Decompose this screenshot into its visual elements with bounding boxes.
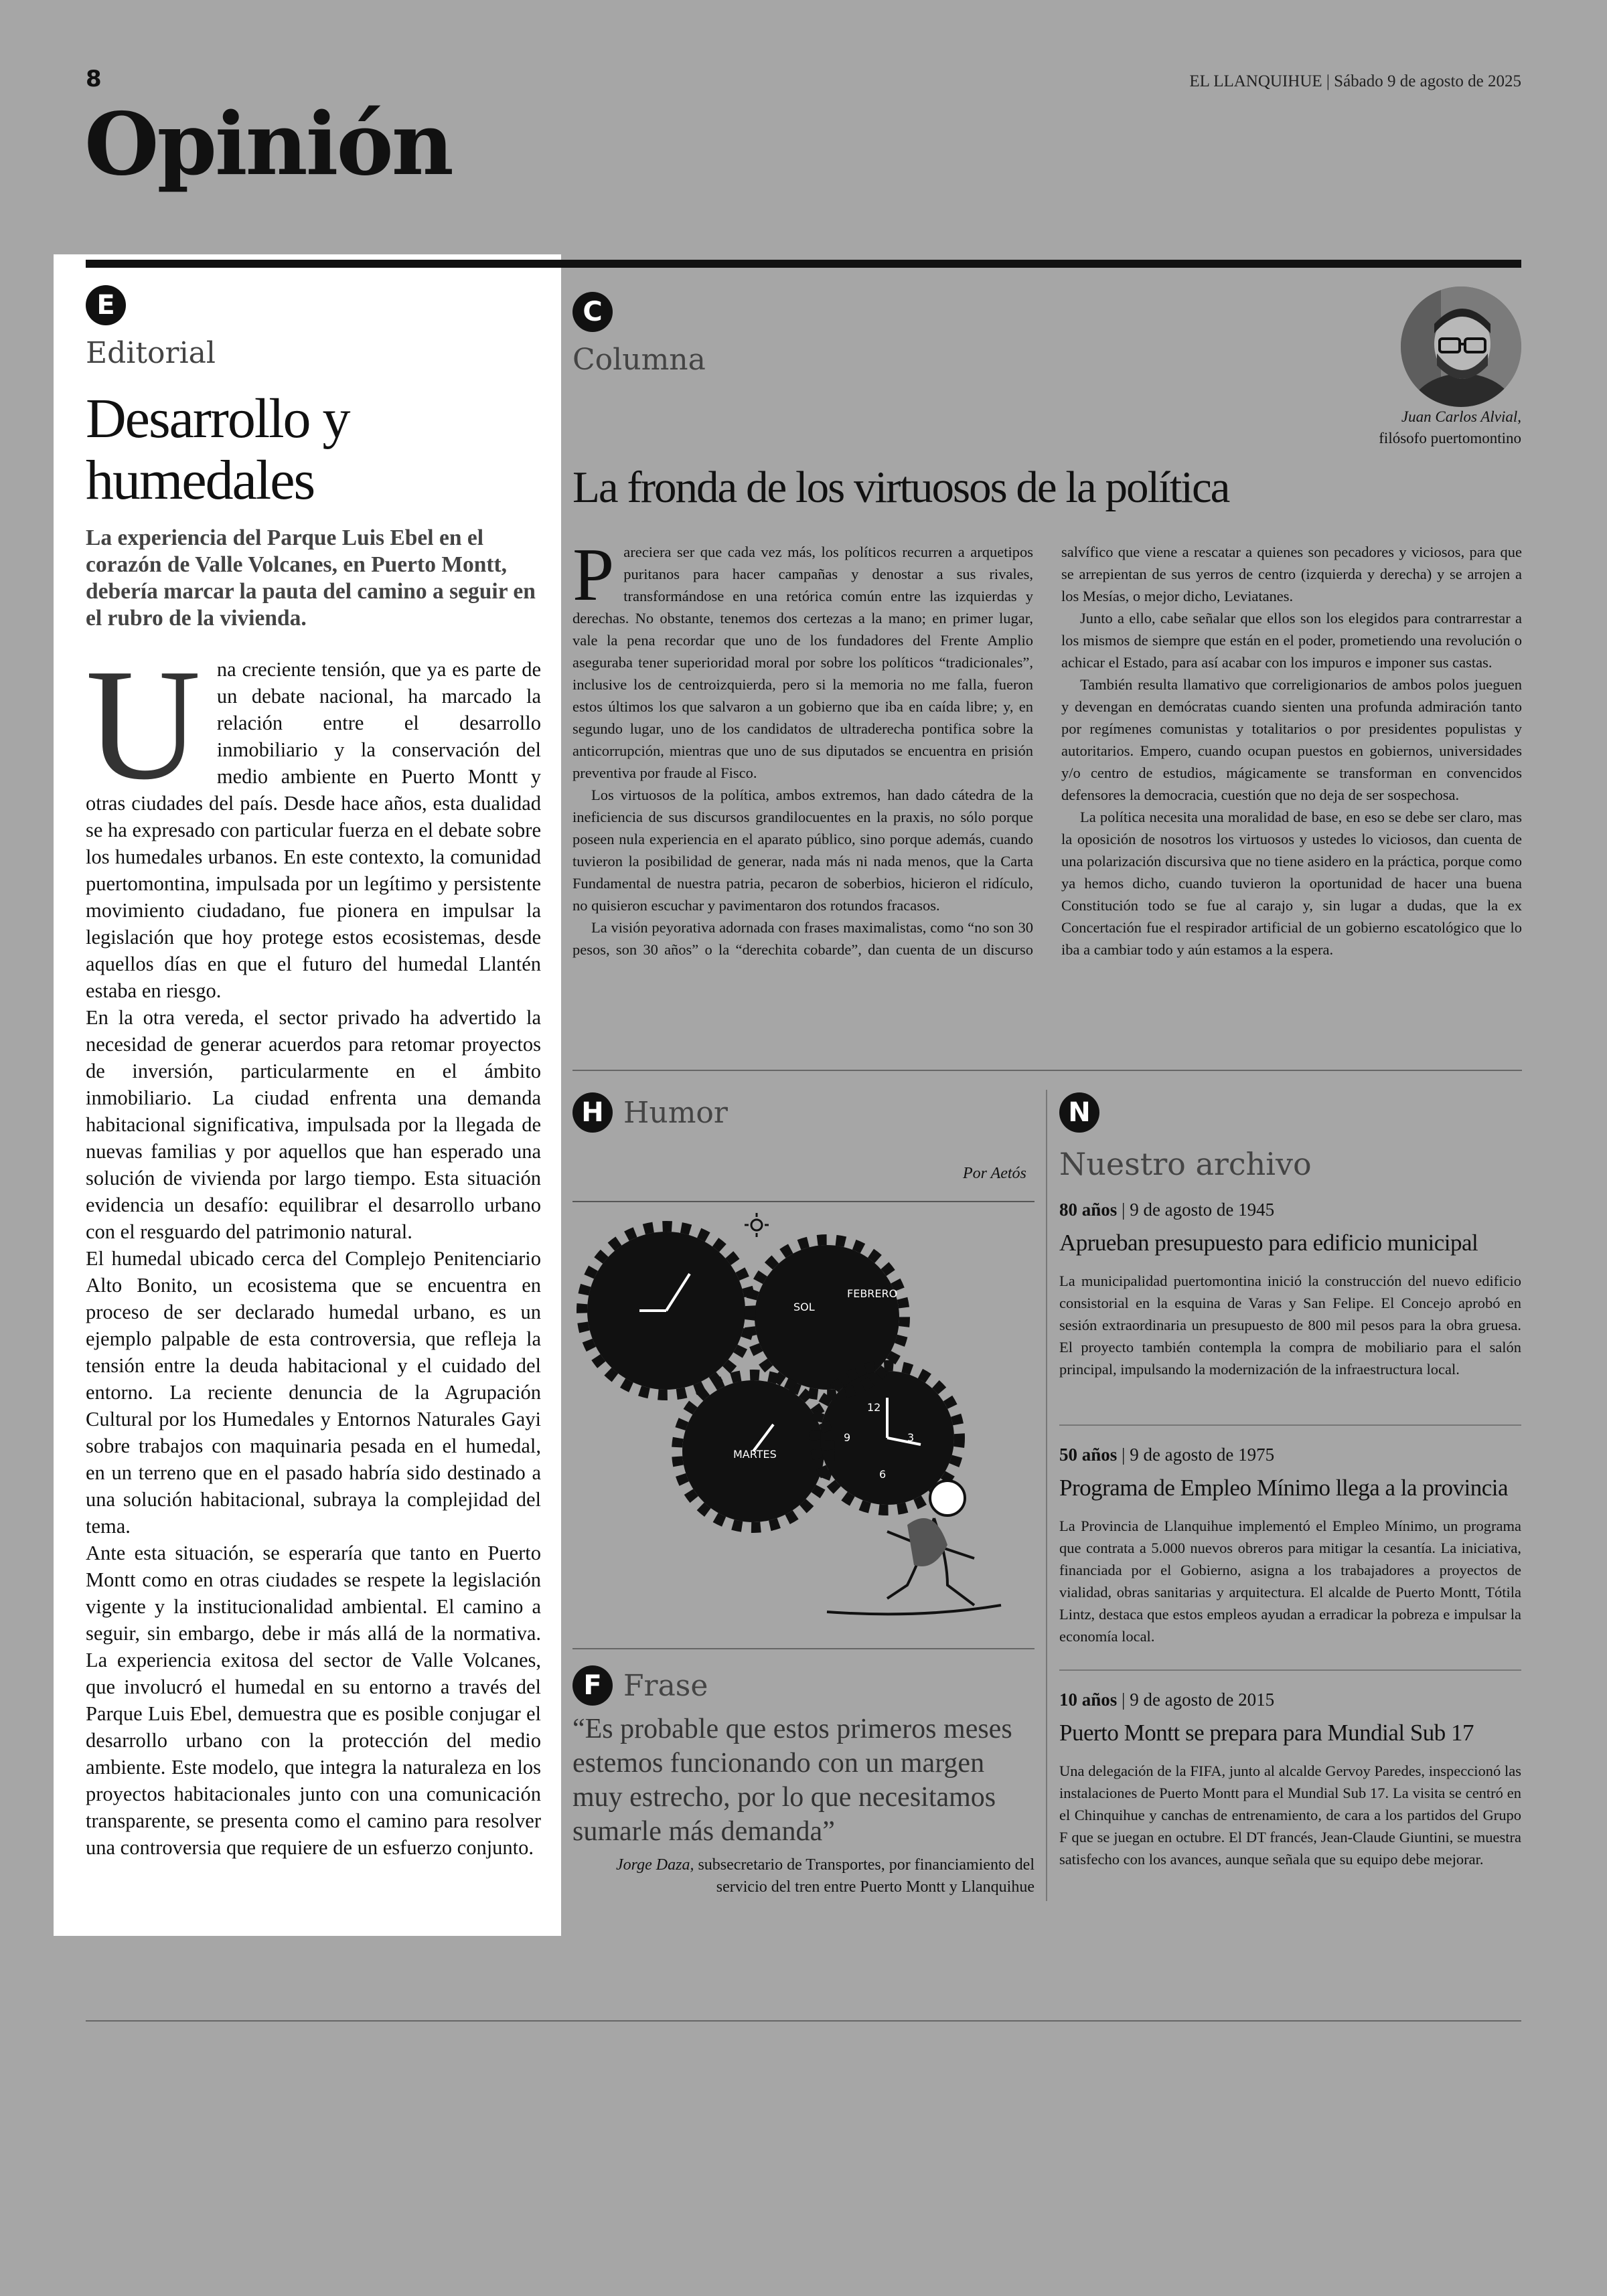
archive-separator	[1059, 1669, 1521, 1671]
archive-date: 9 de agosto de 1945	[1130, 1200, 1275, 1220]
archive-item: 50 años | 9 de agosto de 1975 Programa de Empleo Mínimo llega a la provincia La Provincia de Llanquihue implementó el Empleo Mínimo, un programa que contrata a 5.000 nuevos obreros para mitigar la cesantía. La iniciativa, financiada por el Gobierno, asigna a los trabajadores a proyectos de vialidad, obras sanitarias y arquitectura. El alcalde de Puerto Montt, Tótila Lintz, destaca que estos empleos ayudan a erradicar la pobreza e impulsar la economía local.	[1059, 1445, 1521, 1647]
editorial-body	[86, 637, 541, 1861]
archive-headline: Puerto Montt se prepara para Mundial Sub 17	[1059, 1720, 1474, 1746]
archive-badge: N	[1059, 1092, 1099, 1133]
frase-badge: F	[572, 1665, 613, 1706]
column-paragraph: Junto a ello, cabe señalar que ellos son los elegidos para contrarrestar a los mismos de siempre que están en el poder, prometiendo una revolución o achicar el Estado, para así acabar con los impuros e imponer sus castas.	[1061, 610, 1522, 671]
svg-text:3: 3	[907, 1431, 915, 1444]
column-author-name: Juan Carlos Alvial,	[1401, 408, 1521, 425]
editorial-paragraph: Ante esta situación, se esperaría que tanto en Puerto Montt como en otras ciudades se respete la legislación vigente y la institucionalidad ambiental. El camino a seguir, sin embargo, debe ir más allá de la normativa. La experiencia exitosa del sector de Valle Volcanes, que involucró el humedal en su entorno a través del Parque Luis Ebel, demuestra que es posible conjugar el desarrollo urbano con la protección del medio ambiente. Este modelo, que integra la naturaleza en los proyectos habitacionales junto con una comunicación transparente, se presenta como el camino para resolver una controversia que requiere de un esfuerzo conjunto.	[86, 1542, 541, 1859]
archive-text: La municipalidad puertomontina inició la construcción del nuevo edificio consistorial en la esquina de Varas y San Felipe. El Concejo aprobó en sesión extraordinaria un presupuesto de 800 mil pesos para la obra gruesa. El proyecto también contempla la compra de mobiliario para el salón principal, impulsando la modernización de la infraestructura local.	[1059, 1273, 1521, 1378]
archive-years: 10 años	[1059, 1690, 1118, 1710]
editorial-paragraph: En la otra vereda, el sector privado ha advertido la necesidad de generar acuerdos para retomar proyectos de inversión, particularmente en el ámbito inmobiliario. La ciudad enfrenta una demanda habitacional significativa, impulsada por la llegada de nuevas familias y por aquellos que han esperado una solución de vivienda por largo tiempo. Esta situación evidencia un desafío: equilibrar el desarrollo urbano con el resguardo del patrimonio natural.	[86, 1006, 541, 1243]
column-paragraph: Pareciera ser que cada vez más, los políticos recurren a arquetipos puritanos para hacer campañas y denostar a sus rivales, transformándose en una retórica común entre las izquierdas y derechas. No obstante, tenemos dos certezas a la mano; en primer lugar, vale la pena recordar que uno de los fundadores del Frente Amplio aseguraba tener superioridad moral por sobre los políticos “tradicionales”, inclusive los de centroizquierda, pero si la memoria no me falla, fueron estos últimos los que salvaron a un gobierno que iba en caída libre; y, en segundo lugar, uno de los candidatos de ultraderecha pontifica sobre la anticorrupción, mientras que uno de sus diputados se encuentra en prisión preventiva por fraude al Fisco.	[572, 534, 1033, 781]
column-body	[572, 534, 1522, 961]
humor-cartoon	[572, 1210, 1035, 1639]
frase-quote: “Es probable que estos primeros meses estemos funcionando con un margen muy estrecho, por lo que necesitamos sumarle más demanda”	[572, 1714, 1012, 1847]
svg-text:9: 9	[844, 1431, 851, 1444]
editorial-dropcap: U	[86, 637, 201, 813]
humor-header	[572, 1092, 728, 1133]
column-badge: C	[572, 292, 613, 332]
humor-badge: H	[572, 1092, 613, 1133]
frase-attribution	[572, 1854, 1035, 1898]
frase-kicker: Frase	[623, 1668, 708, 1703]
column-paragraph: También resulta llamativo que correligionarios de ambos polos jueguen y devengan en demócratas cuando sienten una profunda admiración tanto por regímenes comunistas y totalitarios o por presidentes populistas y autoritarios. Empero, cuando ocupan puestos en gobiernos, universidades y/o centro de estudios, mágicamente se transforman en convencidos defensores la democracia, cuestión que no deja de ser sospechosa.	[1061, 676, 1522, 803]
frase-attr-name: Jorge Daza,	[616, 1856, 694, 1874]
column-title: La fronda de los virtuosos de la política	[572, 463, 1229, 512]
archive-item: 80 años | 9 de agosto de 1945 Aprueban presupuesto para edificio municipal La municipalidad puertomontina inició la construcción del nuevo edificio consistorial en la esquina de Varas y San Felipe. El Concejo aprobó en sesión extraordinaria un presupuesto de 800 mil pesos para la obra gruesa. El proyecto también contempla la compra de mobiliario para el salón principal, impulsando la modernización de la infraestructura local.	[1059, 1200, 1521, 1380]
archive-text: La Provincia de Llanquihue implementó el Empleo Mínimo, un programa que contrata a 5.000 nuevos obreros para mitigar la cesantía. La iniciativa, financiada por el Gobierno, asigna a los trabajadores a proyectos de vialidad, obras sanitarias y arquitectura. El alcalde de Puerto Montt, Tótila Lintz, destaca que estos empleos ayudan a erradicar la pobreza e impulsar la economía local.	[1059, 1518, 1521, 1645]
editorial-kicker: Editorial	[86, 336, 216, 370]
column-paragraph: La política necesita una moralidad de base, en eso se debe ser claro, mas la oposición de nosotros los virtuosos y ustedes lo viciosos, dan cuenta de una polarización discursiva que no tiene asidero en la práctica, porque como ya hemos dicho, cuando tuvieron la oportunidad de hacer una buena Constitución todo se fue al carajo y, sin lugar a dudas, que la ex Concertación fue el respirador artificial de un gobierno escatológico que lo iba a cambiar todo y aún estamos a la espera.	[1061, 809, 1522, 958]
svg-text:12: 12	[867, 1401, 881, 1414]
archive-item: 10 años | 9 de agosto de 2015 Puerto Montt se prepara para Mundial Sub 17 Una delegación de la FIFA, junto al alcalde Gervoy Paredes, inspeccionó las instalaciones de Puerto Montt para el Mundial Sub 17. La visita se centró en el Chinquihue y canchas de entrenamiento, de cara a los partidos del Grupo F que se juegan en octubre. El DT francés, Jean-Claude Giuntini, se muestra satisfecho con los avances, aunque señala que su equipo debe mejorar.	[1059, 1690, 1521, 1870]
humor-bottom-rule	[572, 1648, 1035, 1649]
humor-byline: Por Aetós	[963, 1165, 1026, 1182]
column-paragraph: La visión peyorativa adornada con frases maximalistas, como “no son 30 pesos, son 30 años” o la “derechita cobarde”, dan cuenta de un discurso salvífico que viene a rescatar a quienes son pecadores y viciosos, para que se arrepientan de sus yerros de centro (izquierda y derecha) y se arrojen a los Mesías, o mejor dicho, Leviatanes.	[572, 544, 1522, 958]
svg-text:6: 6	[879, 1468, 887, 1481]
archive-years: 80 años	[1059, 1200, 1118, 1220]
column-divider	[1046, 1090, 1047, 1901]
archive-title: Nuestro archivo	[1059, 1146, 1312, 1182]
svg-text:FEBRERO: FEBRERO	[847, 1287, 898, 1300]
column-author-role: filósofo puertomontino	[1379, 430, 1521, 446]
archive-headline: Aprueban presupuesto para edificio municipal	[1059, 1230, 1478, 1256]
top-rule	[86, 260, 1521, 268]
svg-text:MARTES: MARTES	[733, 1448, 777, 1461]
archive-text: Una delegación de la FIFA, junto al alcalde Gervoy Paredes, inspeccionó las instalaciones de Puerto Montt para el Mundial Sub 17. La visita se centró en el Chinquihue y canchas de entrenamiento, de cara a los partidos del Grupo F que se juegan en octubre. El DT francés, Jean-Claude Giuntini, se muestra satisfecho con los avances, aunque señala que su equipo debe mejorar.	[1059, 1762, 1521, 1868]
author-photo	[1401, 286, 1521, 407]
archive-years: 50 años	[1059, 1445, 1118, 1465]
archive-date: 9 de agosto de 1975	[1130, 1445, 1275, 1465]
archive-separator	[1059, 1424, 1521, 1426]
archive-header	[1059, 1092, 1099, 1133]
svg-text:SOL: SOL	[793, 1301, 815, 1313]
column-kicker: Columna	[572, 343, 706, 377]
humor-kicker: Humor	[623, 1095, 728, 1130]
archive-headline: Programa de Empleo Mínimo llega a la provincia	[1059, 1475, 1508, 1501]
humor-rule	[572, 1201, 1035, 1202]
page-number: 8	[86, 66, 102, 92]
column-paragraph: Los virtuosos de la política, ambos extremos, han dado cátedra de la ineficiencia de sus discursos grandilocuentes en la praxis, no sólo porque poseen nula experiencia en el aparato público, sino porque además, cuando tuvieron la posibilidad de generar, nada más ni nada menos, que la Carta Fundamental de nuestra patria, pecaron de soberbios, hicieron el ridículo, no quisieron escuchar y pavimentaron dos rotundos fracasos.	[572, 787, 1033, 914]
frase-attr-rest: subsecretario de Transportes, por financiamiento del servicio del tren entre Puerto Montt y Llanquihue	[698, 1856, 1035, 1896]
archive-date: 9 de agosto de 2015	[1130, 1690, 1275, 1710]
bottom-rule	[86, 2020, 1521, 2022]
editorial-badge: E	[86, 285, 126, 325]
editorial-title: Desarrollo y humedales	[86, 388, 350, 511]
editorial-paragraph: El humedal ubicado cerca del Complejo Penitenciario Alto Bonito, un ecosistema que se encuentra en proceso de ser declarado humedal urbano, es un ejemplo palpable de esta controversia, que refleja la tensión entre la deuda habitacional y el cuidado del entorno. La reciente denuncia de la Agrupación Cultural por los Humedales y Entornos Naturales Gayi sobre trabajos con maquinaria pesada en el humedal, en un terreno que en el pasado habría sido destinado a una solución habitacional, subraya la complejidad del tema.	[86, 1247, 541, 1538]
column-dropcap: P	[572, 534, 615, 617]
newspaper-dateline: EL LLANQUIHUE | Sábado 9 de agosto de 2025	[1189, 72, 1521, 90]
editorial-lead: La experiencia del Parque Luis Ebel en el corazón de Valle Volcanes, en Puerto Montt, debería marcar la pauta del camino a seguir en el rubro de la vivienda.	[86, 525, 536, 631]
editorial-panel	[54, 254, 561, 1936]
section-title: Opinión	[84, 94, 452, 195]
section-divider	[572, 1070, 1522, 1071]
frase-header	[572, 1665, 708, 1706]
editorial-paragraph: Una creciente tensión, que ya es parte de un debate nacional, ha marcado la relación entre el desarrollo inmobiliario y la conservación del medio ambiente en Puerto Montt y otras ciudades del país. Desde hace años, esta dualidad se ha expresado con particular fuerza en el debate sobre los humedales urbanos. En este contexto, la comunidad puertomontina, impulsada por un legítimo y persistente movimiento ciudadano, fue pionera en impulsar la legislación que hoy protege estos ecosistemas, desde aquellos días en que el futuro del humedal Llantén estaba en riesgo.	[86, 637, 541, 1002]
